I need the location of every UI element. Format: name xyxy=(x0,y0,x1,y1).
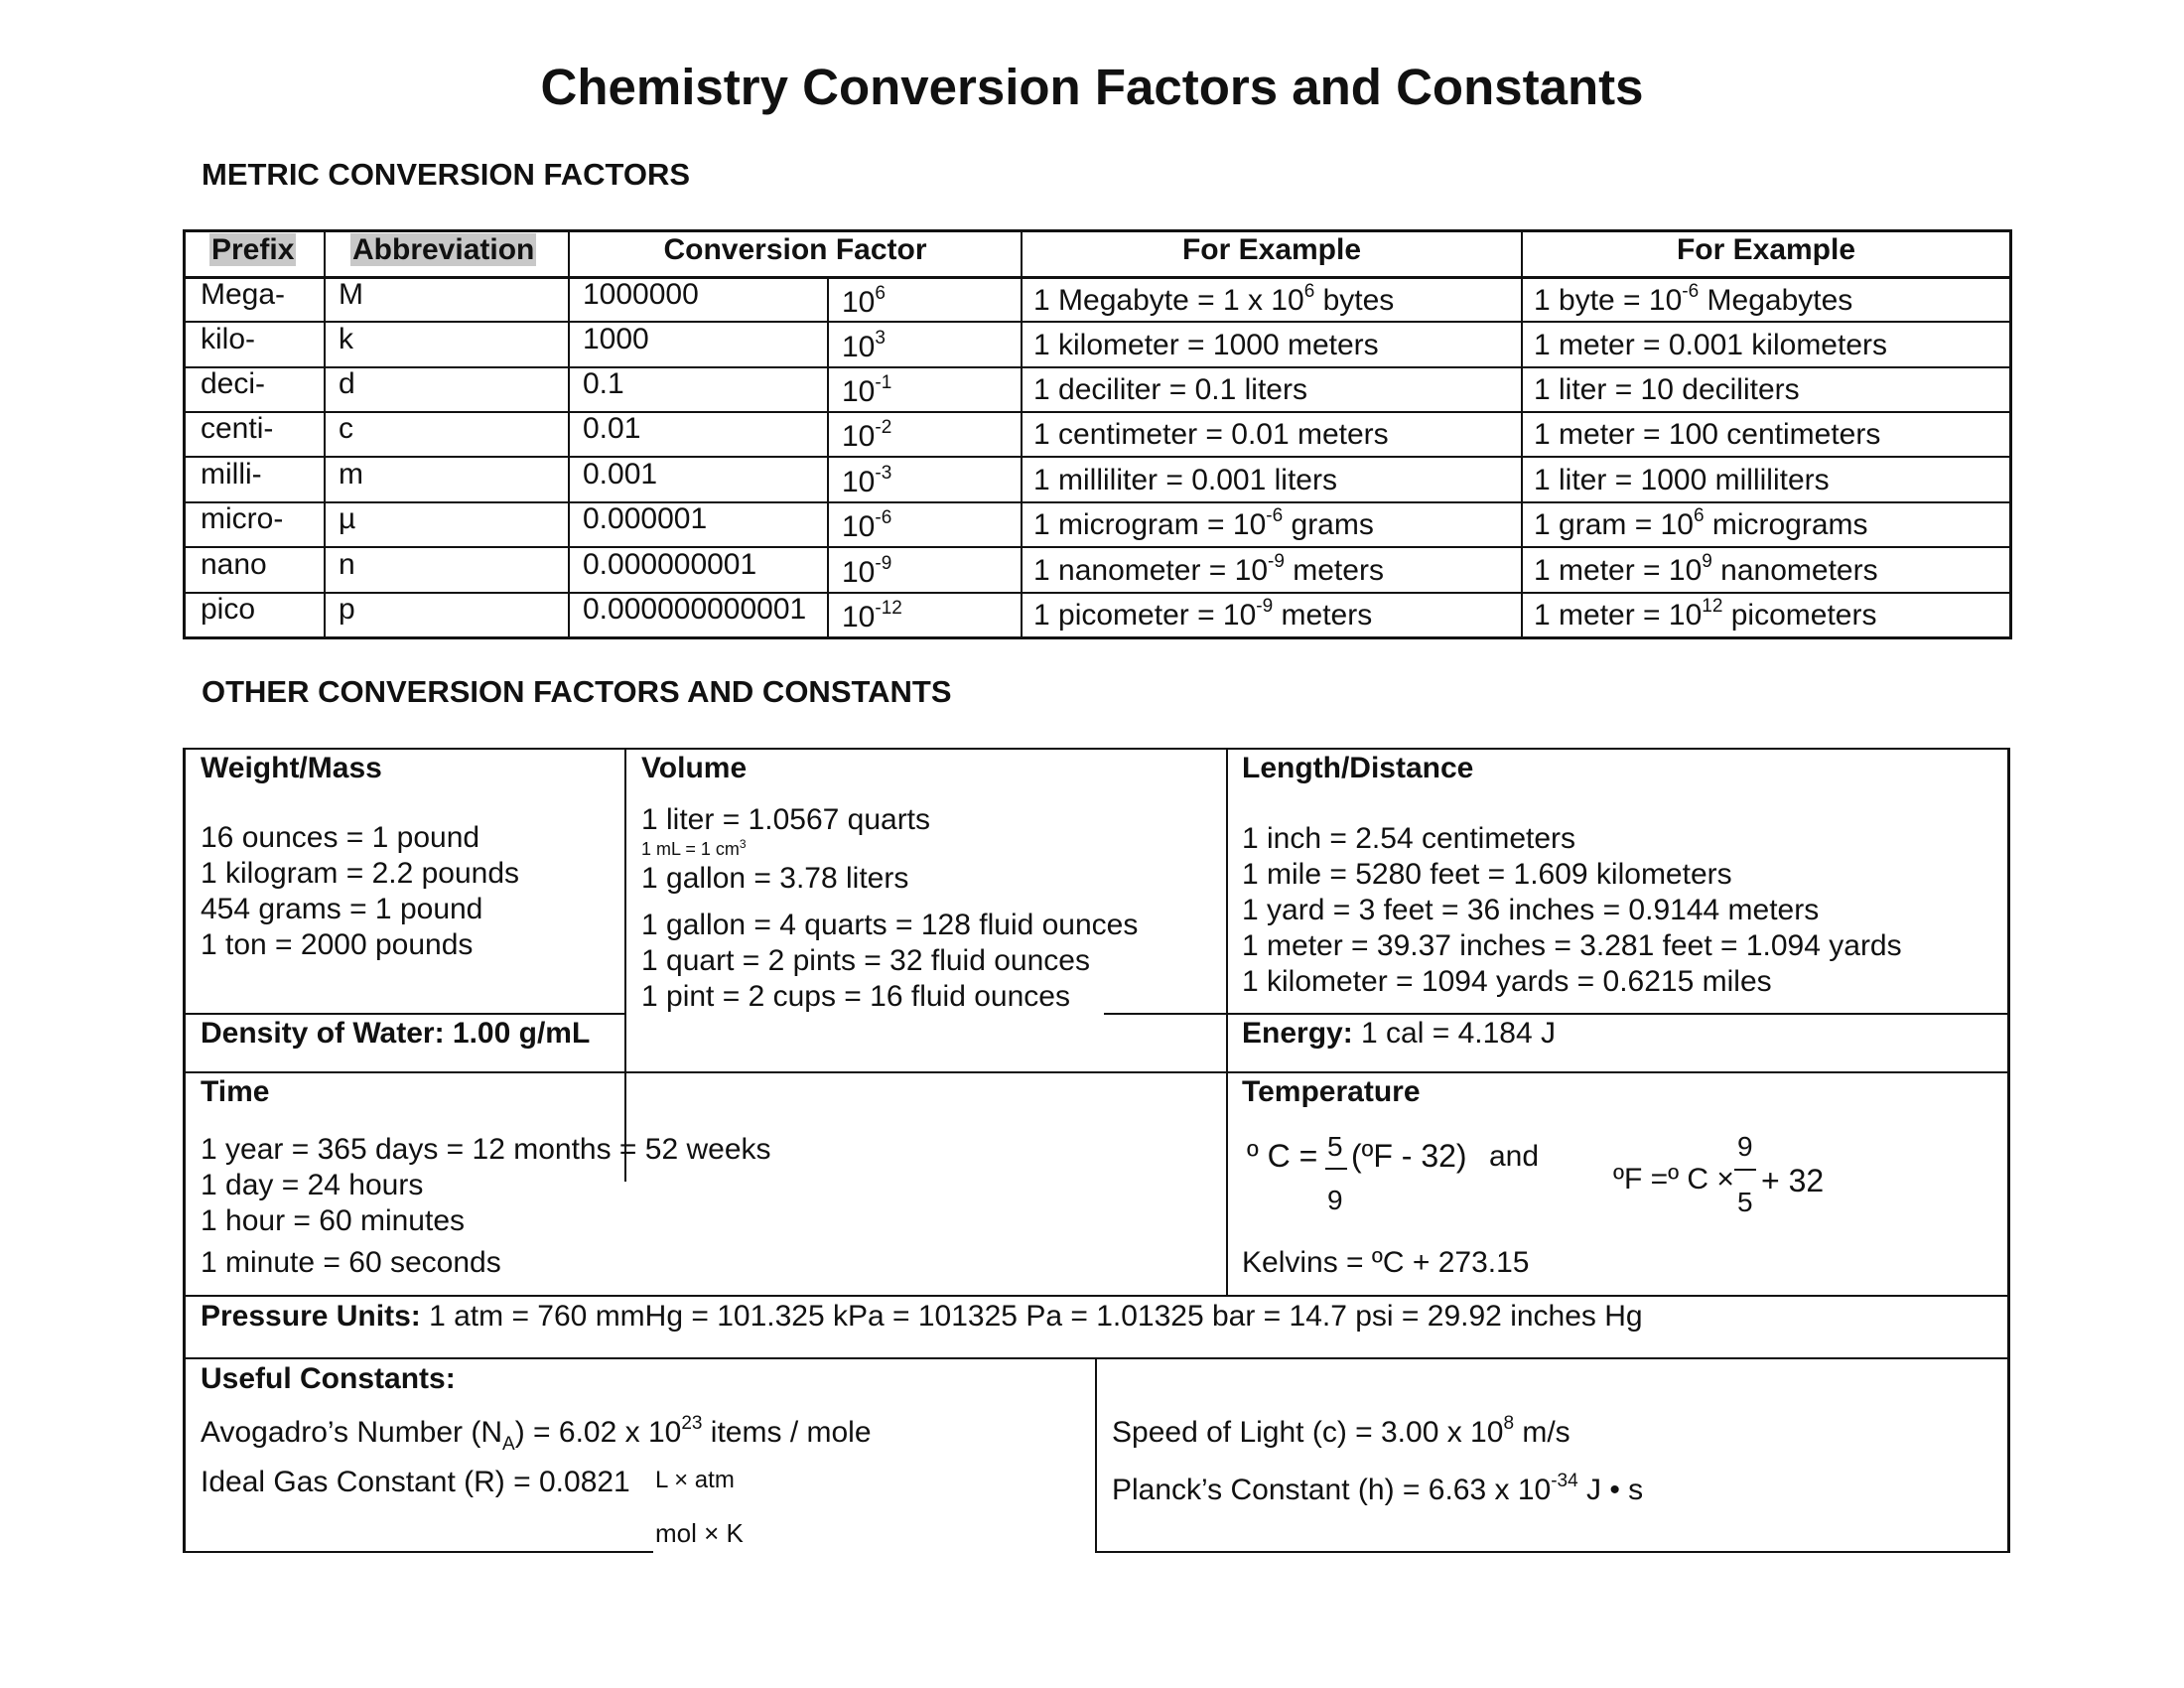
density-of-water: Density of Water: 1.00 g/mL xyxy=(201,1017,591,1050)
weight-line: 454 grams = 1 pound xyxy=(201,893,483,925)
time-line: 1 minute = 60 seconds xyxy=(201,1246,501,1279)
metric-abbreviation-cell: p xyxy=(339,593,355,626)
metric-abbreviation-cell: m xyxy=(339,458,363,491)
fraction-denominator: 5 xyxy=(1737,1187,1753,1217)
header-example-2: For Example xyxy=(1676,233,1856,266)
metric-decimal-cell: 0.000000001 xyxy=(583,548,757,581)
other-heading: OTHER CONVERSION FACTORS AND CONSTANTS xyxy=(202,674,952,709)
constants-title: Useful Constants: xyxy=(201,1362,456,1395)
volume-title: Volume xyxy=(641,752,748,784)
page-title: Chemistry Conversion Factors and Constants xyxy=(540,59,1644,115)
metric-example-cell: 1 byte = $10^{-6}$ Megabytes xyxy=(1534,281,1853,317)
metric-decimal-cell: 0.001 xyxy=(583,458,658,491)
metric-heading: METRIC CONVERSION FACTORS xyxy=(202,157,691,192)
metric-example-cell: 1 gram = $10^6$ micrograms xyxy=(1534,505,1868,541)
metric-example-cell: 1 liter = 10 deciliters xyxy=(1534,373,1800,406)
temperature-title: Temperature xyxy=(1242,1075,1421,1108)
metric-decimal-cell: 1000000 xyxy=(583,278,699,311)
metric-prefix-cell: nano xyxy=(201,548,267,581)
metric-prefix-cell: kilo- xyxy=(201,323,256,355)
fraction-numerator: 9 xyxy=(1737,1131,1753,1162)
gas-units-denominator: mol × K xyxy=(655,1518,744,1548)
metric-power-cell: $10^6$ xyxy=(842,283,886,319)
fraction-numerator: 5 xyxy=(1327,1131,1343,1162)
length-line: 1 meter = 39.37 inches = 3.281 feet = 1.094 yards xyxy=(1242,929,1902,962)
gas-units-numerator: L × atm xyxy=(655,1467,735,1493)
weight-title: Weight/Mass xyxy=(201,752,382,784)
metric-decimal-cell: 0.1 xyxy=(583,367,624,400)
volume-line: 1 quart = 2 pints = 32 fluid ounces xyxy=(641,944,1090,977)
metric-prefix-cell: centi- xyxy=(201,412,274,445)
time-title: Time xyxy=(201,1075,270,1108)
speed-of-light: Speed of Light (c) = 3.00 x $10^8$ m/s xyxy=(1112,1413,1570,1449)
kelvin-formula: Kelvins = ºC + 273.15 xyxy=(1242,1246,1530,1279)
metric-example-cell: 1 picometer = $10^{-9}$ meters xyxy=(1033,596,1373,632)
ideal-gas-constant: Ideal Gas Constant (R) = 0.0821 xyxy=(201,1466,630,1498)
metric-example-cell: 1 centimeter = 0.01 meters xyxy=(1033,418,1389,451)
metric-decimal-cell: 0.000000000001 xyxy=(583,593,807,626)
metric-example-cell: 1 liter = 1000 milliliters xyxy=(1534,464,1830,496)
header-abbreviation: Abbreviation xyxy=(352,233,535,266)
fraction-denominator: 9 xyxy=(1327,1185,1343,1215)
metric-decimal-cell: 0.000001 xyxy=(583,502,708,535)
metric-prefix-cell: Mega- xyxy=(201,278,286,311)
and-label: and xyxy=(1489,1140,1540,1173)
metric-prefix-cell: deci- xyxy=(201,367,266,400)
metric-abbreviation-cell: c xyxy=(339,412,353,445)
metric-example-cell: 1 microgram = $10^{-6}$ grams xyxy=(1033,505,1374,541)
weight-line: 16 ounces = 1 pound xyxy=(201,821,480,854)
volume-line: 1 pint = 2 cups = 16 fluid ounces xyxy=(641,980,1070,1013)
metric-abbreviation-cell: n xyxy=(339,548,355,581)
length-line: 1 yard = 3 feet = 36 inches = 0.9144 meters xyxy=(1242,894,1820,926)
metric-abbreviation-cell: µ xyxy=(339,502,356,535)
time-line: 1 year = 365 days = 12 months = 52 weeks xyxy=(201,1133,771,1166)
metric-power-cell: $10^{-1}$ xyxy=(842,372,892,408)
pressure-units: Pressure Units: 1 atm = 760 mmHg = 101.325 kPa = 101325 Pa = 1.01325 bar = 14.7 psi = 29.92 inches Hg xyxy=(201,1300,1643,1333)
metric-example-cell: 1 meter = 100 centimeters xyxy=(1534,418,1881,451)
metric-decimal-cell: 0.01 xyxy=(583,412,641,445)
metric-example-cell: 1 deciliter = 0.1 liters xyxy=(1033,373,1307,406)
length-line: 1 mile = 5280 feet = 1.609 kilometers xyxy=(1242,858,1732,891)
metric-power-cell: $10^{-3}$ xyxy=(842,463,892,498)
time-line: 1 hour = 60 minutes xyxy=(201,1204,466,1237)
header-example-1: For Example xyxy=(1181,233,1362,266)
weight-line: 1 ton = 2000 pounds xyxy=(201,928,474,961)
metric-abbreviation-cell: M xyxy=(339,278,363,311)
metric-example-cell: 1 Megabyte = 1 x $10^6$ bytes xyxy=(1033,281,1395,317)
header-conversion-factor: Conversion Factor xyxy=(663,233,927,266)
volume-line: 1 gallon = 3.78 liters xyxy=(641,862,909,895)
length-title: Length/Distance xyxy=(1242,752,1474,784)
header-prefix: Prefix xyxy=(211,233,295,266)
volume-line: 1 gallon = 4 quarts = 128 fluid ounces xyxy=(641,909,1139,941)
metric-prefix-cell: milli- xyxy=(201,458,262,491)
metric-abbreviation-cell: k xyxy=(339,323,353,355)
metric-power-cell: $10^{-2}$ xyxy=(842,417,892,453)
energy: Energy: 1 cal = 4.184 J xyxy=(1242,1017,1557,1050)
metric-abbreviation-cell: d xyxy=(339,367,355,400)
metric-prefix-cell: micro- xyxy=(201,502,284,535)
time-line: 1 day = 24 hours xyxy=(201,1169,424,1201)
metric-power-cell: $10^{-6}$ xyxy=(842,507,892,543)
metric-power-cell: $10^3$ xyxy=(842,328,886,363)
avogadro-number: Avogadro’s Number $(N_A) = 6.02$ x $10^{23}$ items / mole xyxy=(201,1413,872,1455)
planck-constant: Planck’s Constant (h) = 6.63 x $10^{-34}$ J • s xyxy=(1112,1471,1644,1506)
length-line: 1 inch = 2.54 centimeters xyxy=(1242,822,1576,855)
length-line: 1 kilometer = 1094 yards = 0.6215 miles xyxy=(1242,965,1772,998)
metric-example-cell: 1 meter = 0.001 kilometers xyxy=(1534,329,1888,361)
metric-example-cell: 1 meter = $10^{12}$ picometers xyxy=(1534,596,1877,632)
volume-line: 1 liter = 1.0567 quarts xyxy=(641,803,931,836)
metric-example-cell: 1 nanometer = $10^{-9}$ meters xyxy=(1033,551,1384,587)
metric-example-cell: 1 milliliter = 0.001 liters xyxy=(1033,464,1337,496)
metric-power-cell: $10^{-12}$ xyxy=(842,598,902,633)
weight-line: 1 kilogram = 2.2 pounds xyxy=(201,857,520,890)
volume-note: 1 mL = 1 $cm^3$ xyxy=(641,837,747,859)
metric-decimal-cell: 1000 xyxy=(583,323,649,355)
metric-example-cell: 1 kilometer = 1000 meters xyxy=(1033,329,1379,361)
metric-power-cell: $10^{-9}$ xyxy=(842,553,892,589)
metric-prefix-cell: pico xyxy=(201,593,256,626)
metric-example-cell: 1 meter = $10^9$ nanometers xyxy=(1534,551,1878,587)
